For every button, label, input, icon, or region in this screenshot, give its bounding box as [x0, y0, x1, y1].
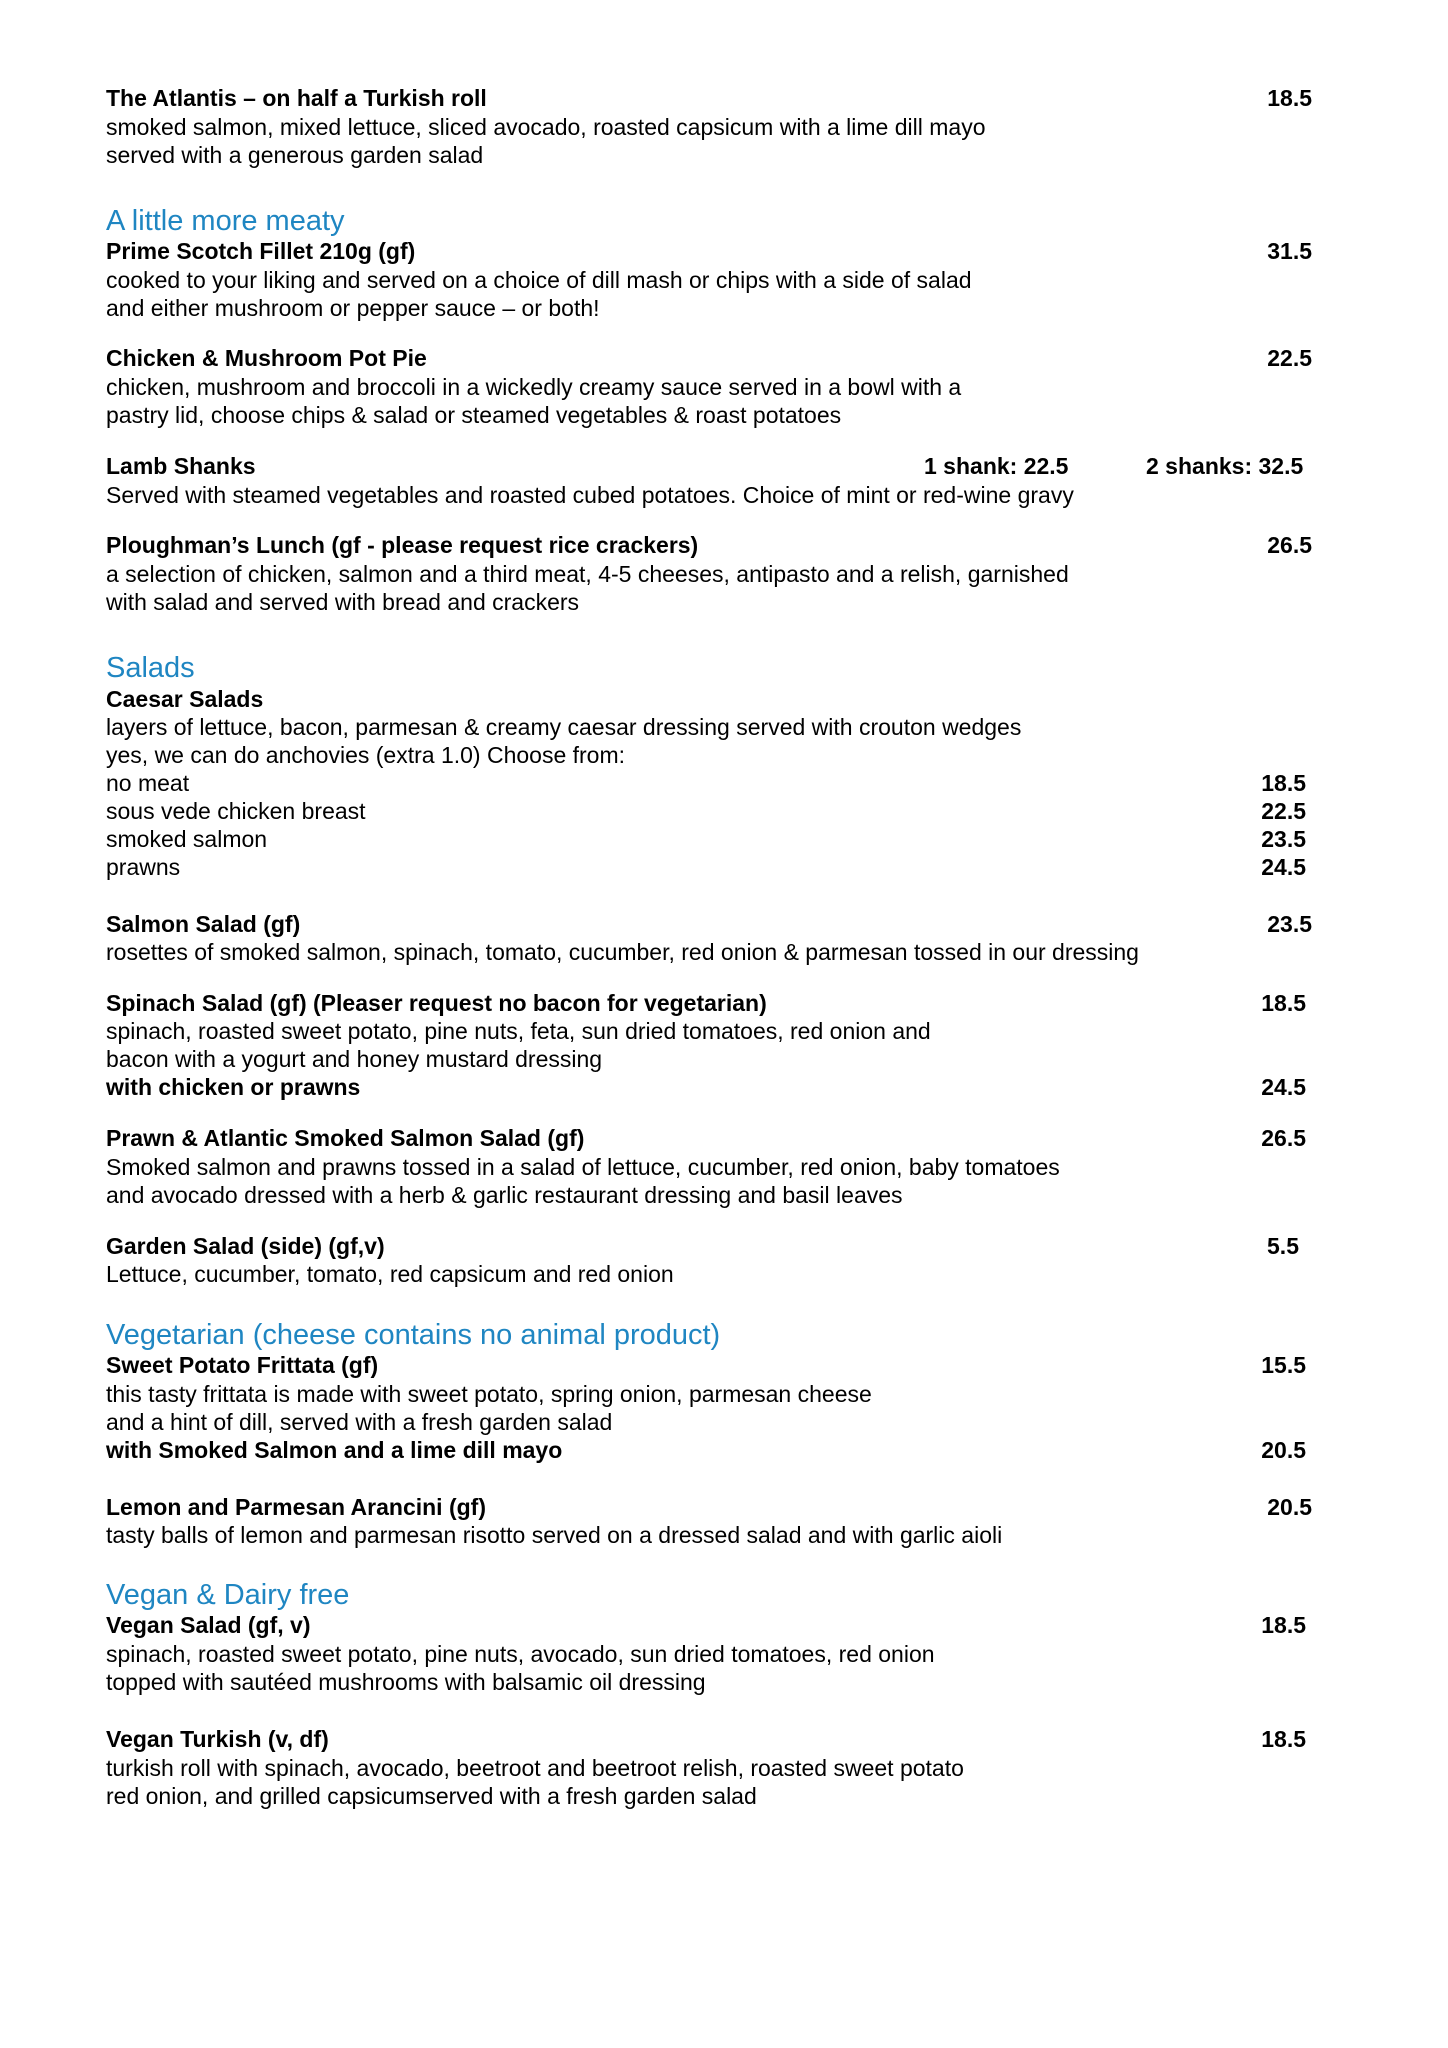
- caesar-option-label: prawns: [106, 854, 181, 880]
- item-price-one-shank: 1 shank: 22.5: [924, 453, 1069, 479]
- item-extra-spinach: with chicken or prawns: [106, 1074, 361, 1100]
- item-name-salmon-salad: Salmon Salad (gf): [106, 911, 301, 937]
- item-price-prawn-salmon-salad: 26.5: [1261, 1125, 1306, 1151]
- item-desc-line: spinach, roasted sweet potato, pine nuts, feta, sun dried tomatoes, red onion and: [106, 1018, 931, 1044]
- section-heading-salads: Salads: [106, 652, 195, 684]
- item-desc-line: cooked to your liking and served on a choice of dill mash or chips with a side of salad: [106, 267, 972, 293]
- item-desc-line: spinach, roasted sweet potato, pine nuts, avocado, sun dried tomatoes, red onion: [106, 1641, 935, 1667]
- item-price-frittata: 15.5: [1261, 1352, 1306, 1378]
- item-name-ploughmans-lunch: Ploughman’s Lunch (gf - please request rice crackers): [106, 532, 699, 558]
- item-extra-frittata: with Smoked Salmon and a lime dill mayo: [106, 1437, 563, 1463]
- item-name-garden-salad: Garden Salad (side) (gf,v): [106, 1233, 385, 1259]
- item-desc-line: chicken, mushroom and broccoli in a wickedly creamy sauce served in a bowl with a: [106, 374, 962, 400]
- item-desc-line: this tasty frittata is made with sweet potato, spring onion, parmesan cheese: [106, 1381, 872, 1407]
- item-desc-line: smoked salmon, mixed lettuce, sliced avocado, roasted capsicum with a lime dill mayo: [106, 114, 986, 140]
- item-name-arancini: Lemon and Parmesan Arancini (gf): [106, 1494, 486, 1520]
- item-desc-line: bacon with a yogurt and honey mustard dressing: [106, 1046, 603, 1072]
- item-desc-line: with salad and served with bread and crackers: [106, 589, 580, 615]
- item-price-two-shanks: 2 shanks: 32.5: [1146, 453, 1304, 479]
- item-price-pot-pie: 22.5: [1267, 345, 1312, 371]
- item-desc-line: and avocado dressed with a herb & garlic restaurant dressing and basil leaves: [106, 1182, 903, 1208]
- item-price-arancini: 20.5: [1267, 1494, 1312, 1520]
- item-price-vegan-salad: 18.5: [1261, 1612, 1306, 1638]
- item-name-pot-pie: Chicken & Mushroom Pot Pie: [106, 345, 427, 371]
- item-extra-price-spinach: 24.5: [1261, 1074, 1306, 1100]
- item-name-prawn-salmon-salad: Prawn & Atlantic Smoked Salmon Salad (gf): [106, 1125, 585, 1151]
- item-price-ploughmans-lunch: 26.5: [1267, 532, 1312, 558]
- item-desc-line: topped with sautéed mushrooms with balsamic oil dressing: [106, 1669, 706, 1695]
- item-desc-line: Smoked salmon and prawns tossed in a salad of lettuce, cucumber, red onion, baby tomatoes: [106, 1154, 1060, 1180]
- item-extra-price-frittata: 20.5: [1261, 1437, 1306, 1463]
- item-name-frittata: Sweet Potato Frittata (gf): [106, 1352, 379, 1378]
- item-price-salmon-salad: 23.5: [1267, 911, 1312, 937]
- item-price-garden-salad: 5.5: [1267, 1233, 1299, 1259]
- caesar-option-price: 24.5: [1261, 854, 1306, 880]
- item-desc-line: red onion, and grilled capsicumserved with a fresh garden salad: [106, 1783, 757, 1809]
- caesar-option-price: 18.5: [1261, 770, 1306, 796]
- section-heading-vegan: Vegan & Dairy free: [106, 1579, 350, 1611]
- caesar-option-price: 22.5: [1261, 798, 1306, 824]
- item-name-vegan-salad: Vegan Salad (gf, v): [106, 1612, 311, 1638]
- item-desc-line: yes, we can do anchovies (extra 1.0) Choose from:: [106, 742, 626, 768]
- caesar-option-price: 23.5: [1261, 826, 1306, 852]
- item-price-vegan-turkish: 18.5: [1261, 1726, 1306, 1752]
- item-name-atlantis: The Atlantis – on half a Turkish roll: [106, 85, 487, 111]
- item-desc-line: and either mushroom or pepper sauce – or both!: [106, 295, 600, 321]
- item-desc-line: turkish roll with spinach, avocado, beetroot and beetroot relish, roasted sweet potato: [106, 1755, 964, 1781]
- item-desc-line: Lettuce, cucumber, tomato, red capsicum and red onion: [106, 1261, 674, 1287]
- item-name-scotch-fillet: Prime Scotch Fillet 210g (gf): [106, 238, 416, 264]
- item-desc-line: layers of lettuce, bacon, parmesan & creamy caesar dressing served with crouton wedges: [106, 714, 1022, 740]
- item-price-spinach-salad: 18.5: [1261, 990, 1306, 1016]
- item-desc-line: and a hint of dill, served with a fresh garden salad: [106, 1409, 613, 1435]
- item-desc-line: tasty balls of lemon and parmesan risotto served on a dressed salad and with garlic aioli: [106, 1522, 1003, 1548]
- section-heading-vegetarian: Vegetarian (cheese contains no animal product): [106, 1319, 721, 1351]
- item-desc-line: Served with steamed vegetables and roasted cubed potatoes. Choice of mint or red-wine gravy: [106, 482, 1074, 508]
- item-desc-line: pastry lid, choose chips & salad or steamed vegetables & roast potatoes: [106, 402, 842, 428]
- item-name-spinach-salad: Spinach Salad (gf) (Pleaser request no bacon for vegetarian): [106, 990, 767, 1016]
- section-heading-meaty: A little more meaty: [106, 205, 345, 237]
- item-price-scotch-fillet: 31.5: [1267, 238, 1312, 264]
- caesar-option-label: smoked salmon: [106, 826, 268, 852]
- caesar-option-label: no meat: [106, 770, 190, 796]
- item-name-lamb-shanks: Lamb Shanks: [106, 453, 256, 479]
- item-name-caesar: Caesar Salads: [106, 686, 264, 712]
- item-desc-line: a selection of chicken, salmon and a third meat, 4-5 cheeses, antipasto and a relish, garnished: [106, 561, 1069, 587]
- item-desc-line: served with a generous garden salad: [106, 142, 484, 168]
- caesar-option-label: sous vede chicken breast: [106, 798, 366, 824]
- item-desc-line: rosettes of smoked salmon, spinach, tomato, cucumber, red onion & parmesan tossed in our dressing: [106, 939, 1139, 965]
- item-price-atlantis: 18.5: [1267, 85, 1312, 111]
- item-name-vegan-turkish: Vegan Turkish (v, df): [106, 1726, 329, 1752]
